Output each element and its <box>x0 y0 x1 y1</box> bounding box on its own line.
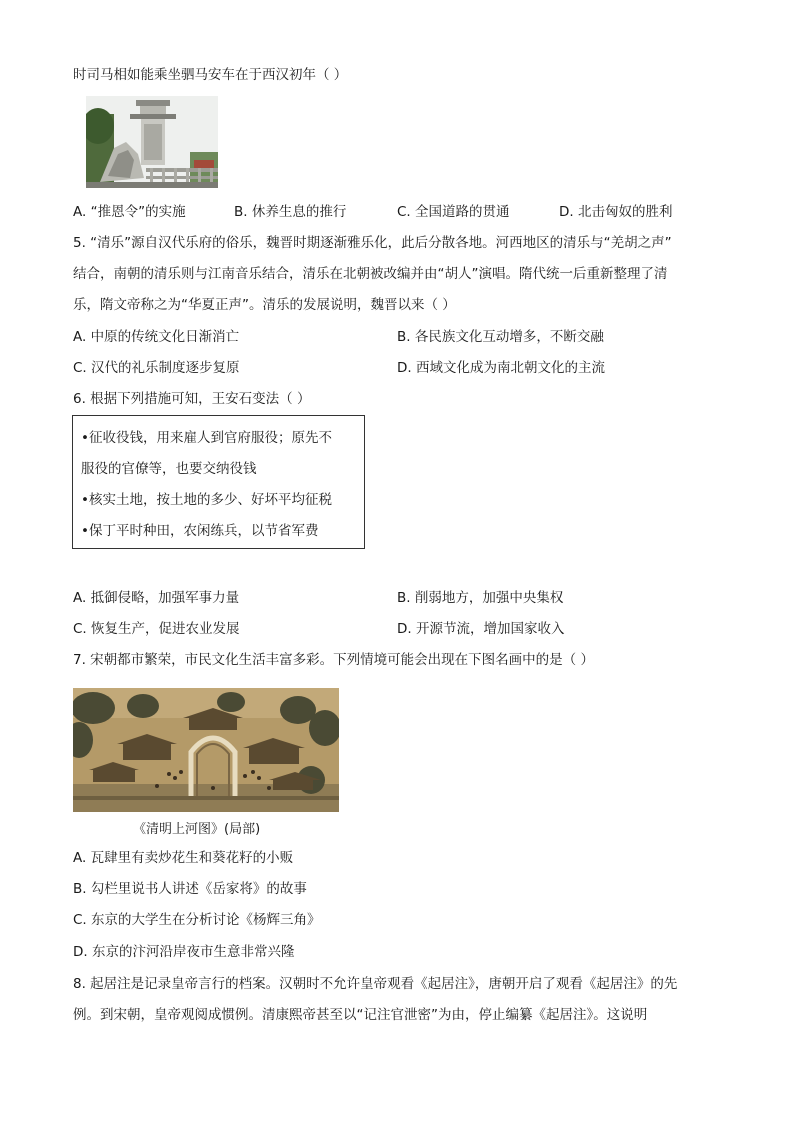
q4-option-c[interactable]: C. 全国道路的贯通 <box>397 204 510 220</box>
painting-caption: 《清明上河图》(局部) <box>133 822 261 837</box>
q7-option-c[interactable]: C. 东京的大学生在分析讨论《杨辉三角》 <box>73 912 321 928</box>
q6-measure-line-3: •核实土地，按土地的多少、好坏平均征税 <box>81 492 332 508</box>
q7-option-d[interactable]: D. 东京的汴河沿岸夜市生意非常兴隆 <box>73 944 295 960</box>
q6-option-b[interactable]: B. 削弱地方，加强中央集权 <box>397 590 564 606</box>
q8-stem-line-2: 例。到宋朝，皇帝观阅成惯例。清康熙帝甚至以“记注官泄密”为由，停止编纂《起居注》。这说明 <box>73 1007 648 1023</box>
q6-option-c[interactable]: C. 恢复生产，促进农业发展 <box>73 621 240 637</box>
q4-stem-tail: 时司马相如能乘坐驷马安车在于西汉初年（ ） <box>73 67 348 83</box>
q7-option-b[interactable]: B. 勾栏里说书人讲述《岳家将》的故事 <box>73 881 307 897</box>
q8-stem-line-1: 8. 起居注是记录皇帝言行的档案。汉朝时不允许皇帝观看《起居注》，唐朝开启了观看《起居注》的先 <box>73 976 678 992</box>
q6-measure-line-2: 服役的官僚等，也要交纳役钱 <box>81 461 257 477</box>
q5-option-b[interactable]: B. 各民族文化互动增多，不断交融 <box>397 329 604 345</box>
q5-stem-line-3: 乐，隋文帝称之为“华夏正声”。清乐的发展说明，魏晋以来（ ） <box>73 297 456 313</box>
q5-option-c[interactable]: C. 汉代的礼乐制度逐步复原 <box>73 360 240 376</box>
q6-stem: 6. 根据下列措施可知，王安石变法（ ） <box>73 391 311 407</box>
q6-measures-box <box>72 415 365 549</box>
q5-option-a[interactable]: A. 中原的传统文化日渐消亡 <box>73 329 240 345</box>
q7-option-a[interactable]: A. 瓦肆里有卖炒花生和葵花籽的小贩 <box>73 850 294 866</box>
q5-option-d[interactable]: D. 西域文化成为南北朝文化的主流 <box>397 360 605 376</box>
q7-stem: 7. 宋朝都市繁荣，市民文化生活丰富多彩。下列情境可能会出现在下图名画中的是（ ） <box>73 652 594 668</box>
stone-monument-photo <box>86 96 218 188</box>
q6-option-a[interactable]: A. 抵御侵略，加强军事力量 <box>73 590 240 606</box>
qingming-painting-image <box>73 688 339 812</box>
q5-stem-line-2: 结合，南朝的清乐则与江南音乐结合，清乐在北朝被改编并由“胡人”演唱。隋代统一后重新整理了清 <box>73 266 668 282</box>
q4-option-b[interactable]: B. 休养生息的推行 <box>234 204 347 220</box>
q6-measure-line-4: •保丁平时种田，农闲练兵，以节省军费 <box>81 523 319 539</box>
q6-measure-line-1: •征收役钱，用来雇人到官府服役；原先不 <box>81 430 332 446</box>
q6-option-d[interactable]: D. 开源节流，增加国家收入 <box>397 621 565 637</box>
q4-option-d[interactable]: D. 北击匈奴的胜利 <box>559 204 673 220</box>
q4-option-a[interactable]: A. “推恩令”的实施 <box>73 204 186 220</box>
q5-stem-line-1: 5. “清乐”源自汉代乐府的俗乐，魏晋时期逐渐雅乐化，此后分散各地。河西地区的清乐与“羌胡之声” <box>73 235 672 251</box>
